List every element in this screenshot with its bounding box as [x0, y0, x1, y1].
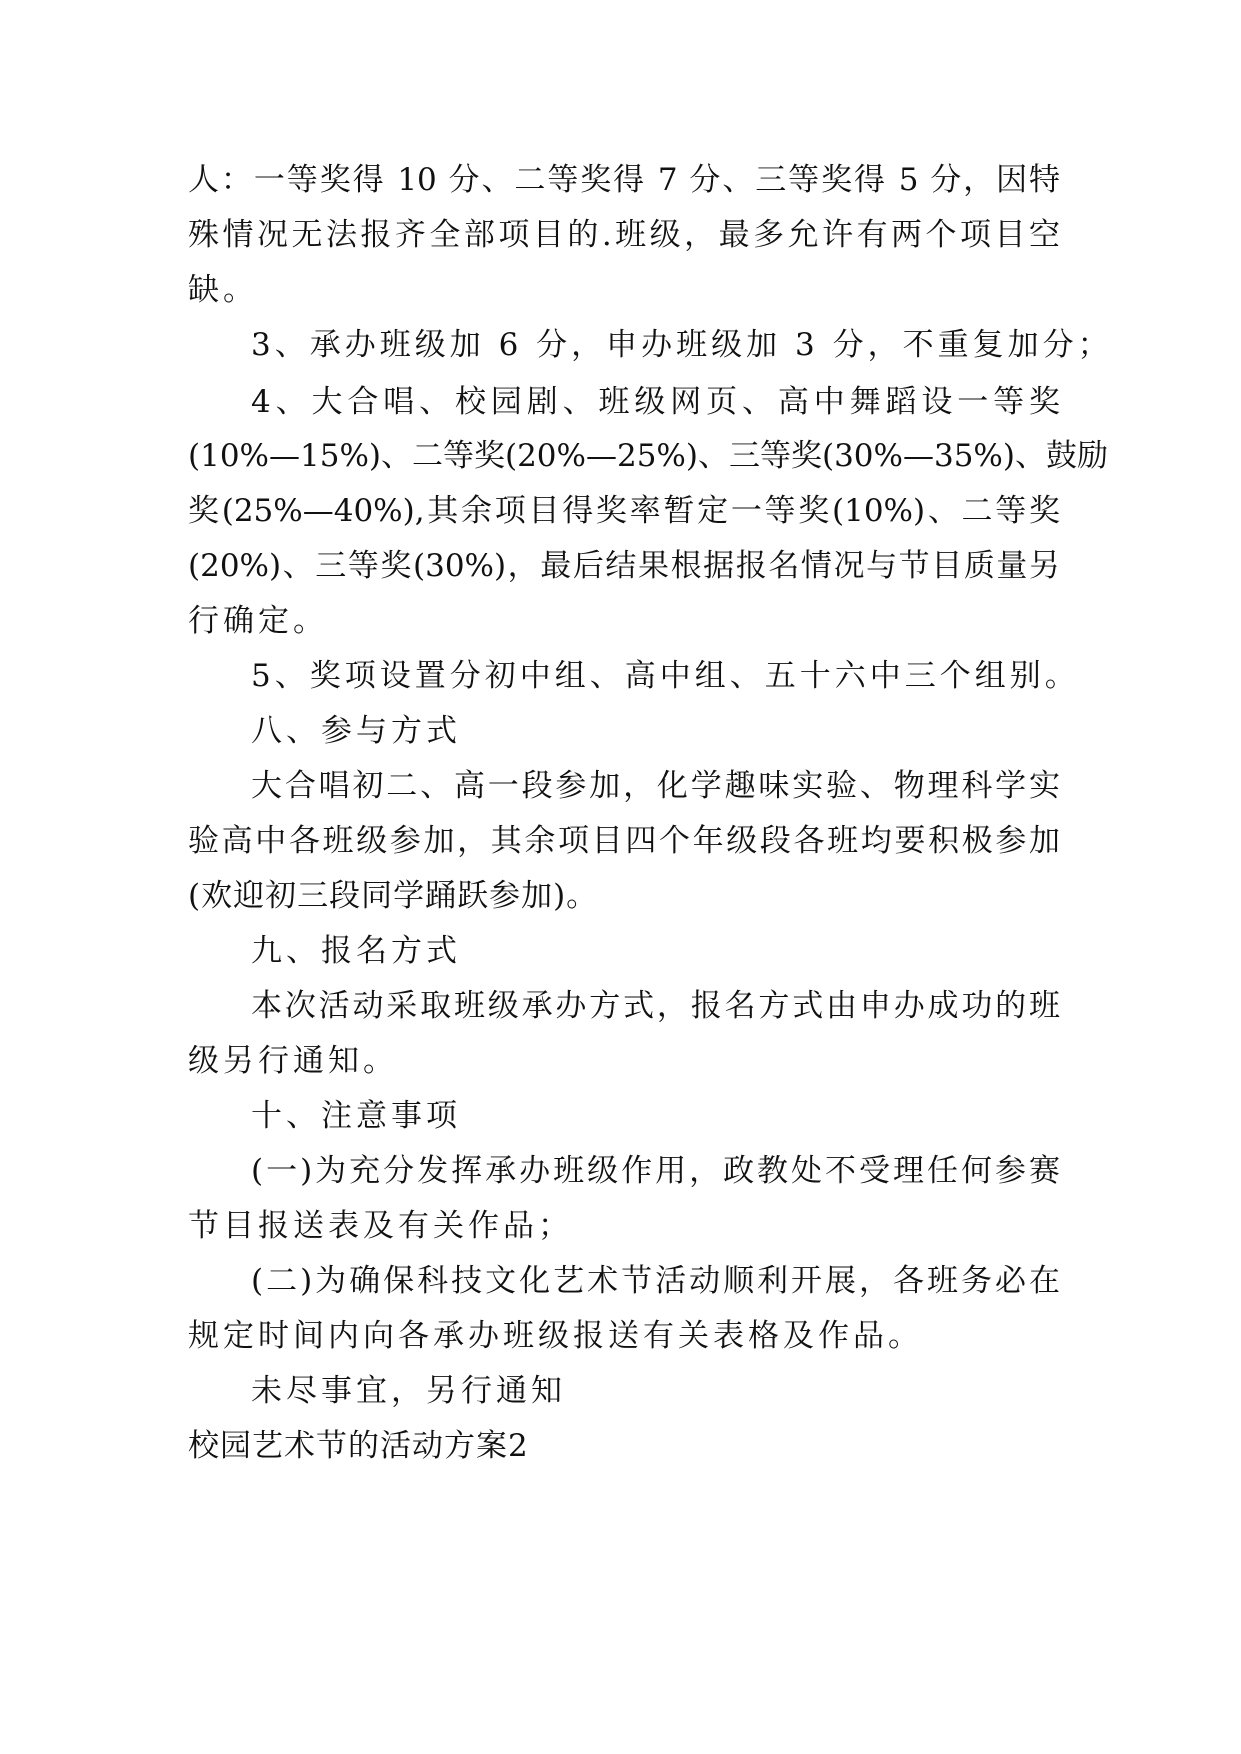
text-line: 节目报送表及有关作品；: [188, 1208, 573, 1244]
text-line: 缺。: [188, 272, 258, 308]
text-line: (20%)、三等奖(30%)，最后结果根据报名情况与节目质量另: [188, 548, 1060, 584]
text-line: 验高中各班级参加，其余项目四个年级段各班均要积极参加: [188, 823, 1060, 859]
section-heading: 十、注意事项: [251, 1098, 461, 1134]
text-line: (10%—15%)、二等奖(20%—25%)、三等奖(30%—35%)、鼓励: [188, 438, 1108, 474]
text-line: 规定时间内向各承办班级报送有关表格及作品。: [188, 1318, 923, 1354]
text-line: 未尽事宜，另行通知: [251, 1373, 566, 1409]
text-line: (二)为确保科技文化艺术节活动顺利开展，各班务必在: [251, 1263, 1060, 1299]
section-heading: 九、报名方式: [251, 933, 461, 969]
section-heading: 八、参与方式: [251, 713, 461, 749]
text-line: 本次活动采取班级承办方式，报名方式由申办成功的班: [251, 988, 1060, 1024]
text-line: 3、承办班级加 6 分，申办班级加 3 分，不重复加分；: [251, 327, 1113, 363]
text-line: 级另行通知。: [188, 1043, 398, 1079]
text-line: 殊情况无法报齐全部项目的.班级，最多允许有两个项目空: [188, 217, 1060, 253]
document-title: 校园艺术节的活动方案2: [188, 1428, 529, 1464]
text-line: (一)为充分发挥承办班级作用，政教处不受理任何参赛: [251, 1153, 1060, 1189]
text-line: 奖(25%—40%),其余项目得奖率暂定一等奖(10%)、二等奖: [188, 493, 1060, 529]
text-line: 大合唱初二、高一段参加，化学趣味实验、物理科学实: [251, 768, 1060, 804]
text-line: 行确定。: [188, 603, 328, 639]
text-line: (欢迎初三段同学踊跃参加)。: [188, 878, 599, 914]
text-line: 人：一等奖得 10 分、二等奖得 7 分、三等奖得 5 分，因特: [188, 162, 1060, 198]
text-line: 4、大合唱、校园剧、班级网页、高中舞蹈设一等奖: [251, 384, 1060, 420]
text-line: 5、奖项设置分初中组、高中组、五十六中三个组别。: [251, 658, 1080, 694]
